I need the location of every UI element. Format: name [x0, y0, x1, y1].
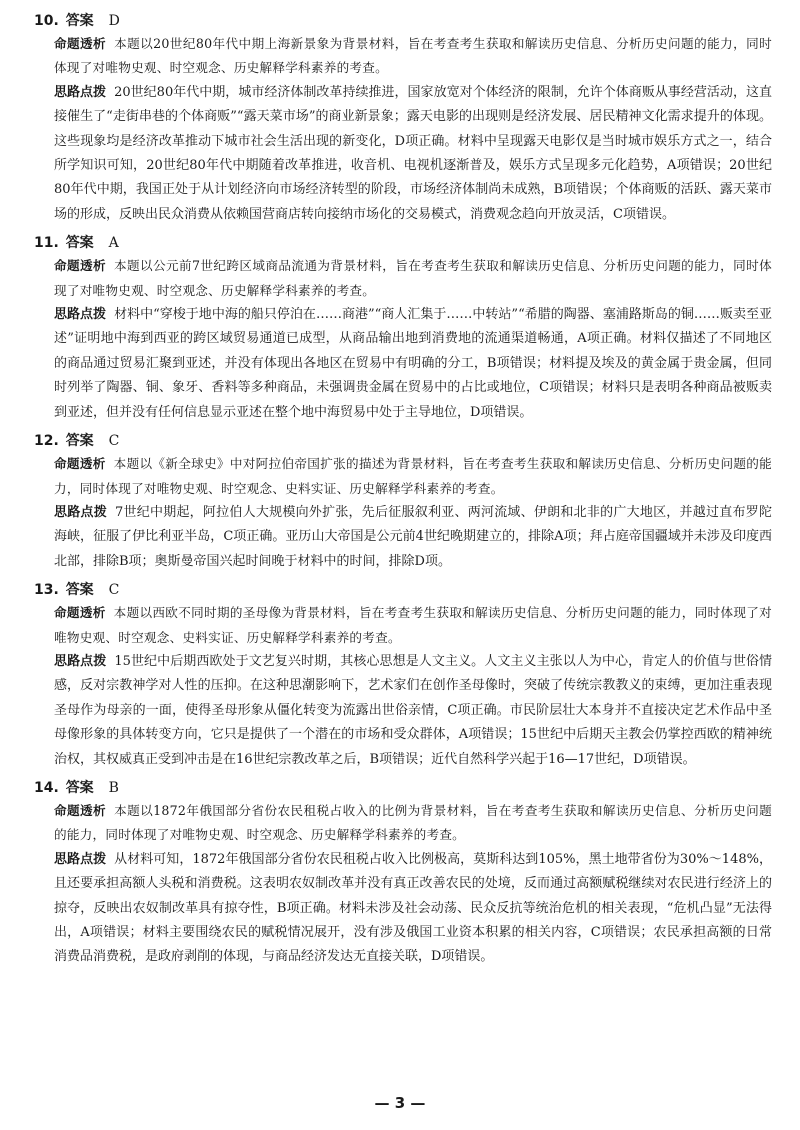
question-number: 13.	[34, 582, 59, 599]
page-number: — 3 —	[374, 1094, 426, 1112]
answer-value: C	[108, 433, 120, 450]
analysis-text: 7世纪中期起，阿拉伯人大规模向外扩张，先后征服叙利亚、两河流域、伊朗和北非的广大地区，并越过直布罗陀海峡，征服了伊比利亚半岛，C项正确。亚历山大帝国是公元前4世纪晚期建立的，排除A项；拜占庭帝国疆域并未涉及印度西北部，排除B项；奥斯曼帝国兴起时间晚于材料中的时间，排除D项。	[54, 504, 772, 569]
intro-label: 命题透析	[54, 36, 107, 51]
intro-text: 本题以《新全球史》中对阿拉伯帝国扩张的描述为背景材料，旨在考查考生获取和解读历史信息、分析历史问题的能力，同时体现了对唯物史观、时空观念、史料实证、历史解释学科素养的考查。	[54, 456, 773, 496]
answer-page	[34, 10, 772, 975]
question-header	[34, 777, 772, 799]
analysis-label: 思路点拨	[54, 851, 107, 867]
analysis-text: 20世纪80年代中期，城市经济体制改革持续推进，国家放宽对个体经济的限制，允许个体商贩从事经营活动，这直接催生了“走街串巷的个体商贩”“露天菜市场”的商业新景象；露天电影的出现则是经济发展、居民精神文化需求提升的体现。这些现象均是经济改革推动下城市社会生活出现的新变化，D项正确。材料中呈现露天电影仅是当时城市娱乐方式之一，结合所学知识可知，20世纪80年代中期随着改革推进，收音机、电视机逐渐普及，娱乐方式呈现多元化趋势，A项错误；20世纪80年代中期，我国正处于从计划经济向市场经济转型的阶段，市场经济体制尚未成熟，B项错误；个体商贩的活跃、露天菜市场的形成，反映出民众消费从依赖国营商店转向接纳市场化的交易模式，消费观念趋向开放灵活，C项错误。	[54, 84, 772, 222]
analysis-text: 15世纪中后期西欧处于文艺复兴时期，其核心思想是人文主义。人文主义主张以人为中心，肯定人的价值与世俗情感，反对宗教神学对人性的压抑。在这种思潮影响下，艺术家们在创作圣母像时，突破了传统宗教教义的束缚，更加注重表现圣母作为母亲的一面，使得圣母形象从僵化转变为流露出世俗亲情，C项正确。市民阶层壮大本身并不直接决定艺术作品中圣母像形象的具体转变方向，它只是提供了一个潜在的市场和受众群体，A项错误；15世纪中后期天主教会仍掌控西欧的精神统治权，其权威真正受到冲击是在16世纪宗教改革之后，B项错误；近代自然科学兴起于16—17世纪，D项错误。	[54, 653, 772, 767]
answer-label: 答案	[65, 779, 94, 796]
question-number: 11.	[34, 235, 59, 252]
question-header	[34, 579, 772, 601]
answer-label: 答案	[65, 433, 94, 450]
analysis-paragraph	[34, 303, 772, 425]
analysis-label: 思路点拨	[54, 504, 107, 520]
intro-label: 命题透析	[54, 605, 106, 621]
intro-paragraph	[34, 601, 772, 650]
intro-text: 本题以1872年俄国部分省份农民租税占收入的比例为背景材料，旨在考查考生获取和解读历史信息、分析历史问题的能力，同时体现了对唯物史观、时空观念、历史解释学科素养的考查。	[54, 802, 772, 843]
question-header	[34, 430, 772, 452]
answer-value: C	[108, 582, 120, 599]
analysis-text: 材料中“穿梭于地中海的船只停泊在……商港”“商人汇集于……中转站”“希腊的陶器、塞浦路斯岛的铜……贩卖至亚述”证明地中海到西亚的跨区域贸易通道已成型，从商品输出地到消费地的流通渠道畅通，A项正确。材料仅描述了不同地区的商品通过贸易汇聚到亚述，并没有体现出各地区在贸易中有明确的分工，B项错误；材料提及埃及的黄金属于贵金属，但同时列举了陶器、铜、象牙、香料等多种商品，未强调贵金属在贸易中的占比或地位，C项错误；材料只是表明各种商品被贩卖到亚述，但并没有任何信息显示亚述在整个地中海贸易中处于主导地位，D项错误。	[54, 307, 772, 420]
intro-label: 命题透析	[54, 456, 106, 472]
answer-value: D	[108, 13, 120, 29]
question-13	[34, 579, 772, 772]
intro-text: 本题以公元前7世纪跨区域商品流通为背景材料，旨在考查考生获取和解读历史信息、分析历史问题的能力，同时体现了对唯物史观、时空观念、历史解释学科素养的考查。	[54, 258, 773, 298]
answer-value: B	[108, 779, 119, 796]
question-number: 14.	[34, 779, 59, 796]
intro-text: 本题以西欧不同时期的圣母像为背景材料，旨在考查考生获取和解读历史信息、分析历史问题的能力，同时体现了对唯物史观、时空观念、史料实证、历史解释学科素养的考查。	[54, 605, 773, 645]
analysis-label: 思路点拨	[54, 307, 107, 323]
intro-label: 命题透析	[54, 258, 106, 274]
analysis-paragraph	[34, 848, 772, 970]
question-number: 12.	[34, 433, 59, 450]
intro-paragraph	[34, 254, 772, 303]
question-number: 10.	[34, 13, 59, 29]
analysis-label: 思路点拨	[54, 653, 107, 669]
question-14	[34, 777, 772, 970]
intro-label: 命题透析	[54, 802, 107, 818]
intro-paragraph	[34, 32, 772, 81]
question-10	[34, 10, 772, 227]
answer-value: A	[108, 235, 119, 252]
question-header	[34, 10, 772, 32]
answer-label: 答案	[65, 582, 94, 599]
question-header	[34, 232, 772, 254]
question-11	[34, 232, 772, 425]
intro-paragraph	[34, 452, 772, 501]
question-12	[34, 430, 772, 574]
answer-label: 答案	[65, 13, 94, 29]
analysis-paragraph	[34, 650, 772, 772]
analysis-label: 思路点拨	[54, 84, 107, 100]
analysis-paragraph	[34, 501, 772, 574]
intro-text: 本题以20世纪80年代中期上海新景象为背景材料，旨在考查考生获取和解读历史信息、分析历史问题的能力，同时体现了对唯物史观、时空观念、历史解释学科素养的考查。	[54, 36, 772, 76]
analysis-paragraph	[34, 81, 772, 227]
intro-paragraph	[34, 799, 772, 848]
analysis-text: 从材料可知，1872年俄国部分省份农民租税占收入比例极高，莫斯科达到105%，黑土地带省份为30%～148%，且还要承担高额人头税和消费税。这表明农奴制改革并没有真正改善农民的处境，反而通过高额赋税继续对农民进行经济上的掠夺，反映出农奴制改革具有掠夺性，B项正确。材料未涉及社会动荡、民众反抗等统治危机的相关表现，“危机凸显”无法得出，A项错误；材料主要围绕农民的赋税情况展开，没有涉及俄国工业资本积累的相关内容，C项错误；农民承担高额的日常消费品消费税，是政府剥削的体现，与商品经济发达无直接关联，D项错误。	[54, 851, 772, 965]
answer-label: 答案	[65, 235, 94, 252]
